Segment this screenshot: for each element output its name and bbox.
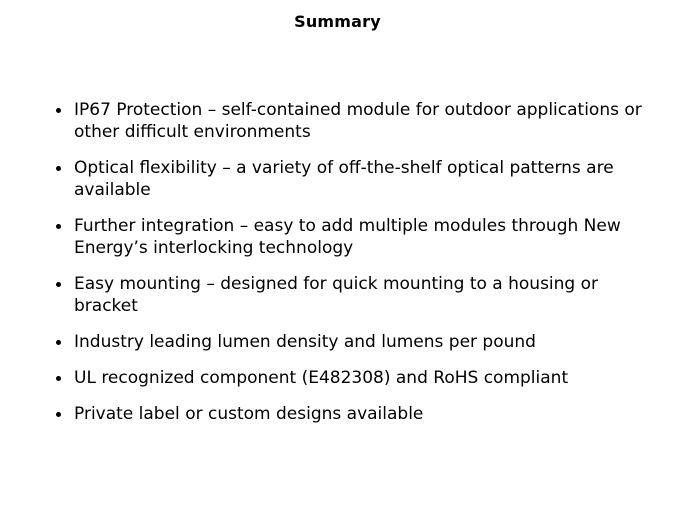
bullet-item-integration — [56, 215, 646, 259]
bullet-item-private-label — [56, 403, 646, 425]
bullet-text: UL recognized component (E482308) and RoHS compliant — [74, 368, 569, 388]
bullet-icon — [56, 166, 61, 171]
bullet-text: Easy mounting – designed for quick mounting to a housing or bracket — [74, 274, 599, 316]
bullet-icon — [56, 108, 61, 113]
bullet-item-lumen-density — [56, 331, 646, 353]
bullet-item-ul-rohs — [56, 367, 646, 389]
bullet-text: Further integration – easy to add multiple modules through New Energy’s interlocking technology — [74, 216, 621, 258]
bullet-text: Private label or custom designs available — [74, 404, 424, 424]
slide-title: Summary — [294, 12, 381, 31]
bullet-list — [56, 99, 646, 425]
bullet-item-mounting — [56, 273, 646, 317]
bullet-text: Industry leading lumen density and lumens per pound — [74, 332, 536, 352]
bullet-icon — [56, 224, 61, 229]
bullet-icon — [56, 340, 61, 345]
bullet-item-optical — [56, 157, 646, 201]
bullet-icon — [56, 376, 61, 381]
bullet-item-ip67 — [56, 99, 646, 143]
bullet-icon — [56, 282, 61, 287]
bullet-icon — [56, 412, 61, 417]
bullet-text: Optical flexibility – a variety of off-the-shelf optical patterns are available — [74, 158, 614, 200]
bullet-text: IP67 Protection – self-contained module for outdoor applications or other difficult environments — [74, 100, 642, 142]
